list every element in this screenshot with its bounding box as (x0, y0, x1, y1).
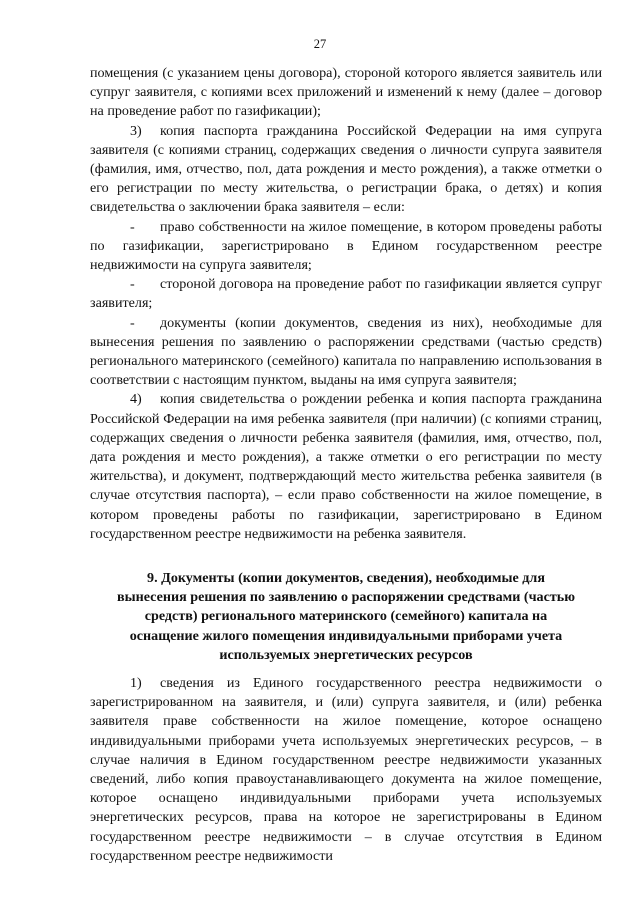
list-marker: 1) (130, 675, 142, 691)
dash-marker: - (130, 218, 135, 235)
paragraph-continuation (90, 64, 602, 122)
heading-line: средств) регионального материнского (семейного) капитала на (144, 608, 548, 625)
heading-line: оснащение жилого помещения индивидуальными приборами учета (129, 627, 563, 644)
paragraph-text: копия паспорта гражданина Российской Федерации на имя супруга заявителя (с копиями страниц, содержащих сведения о личности супруга заявителя (фамилия, имя, отчество, пол, дата рождения и место рождения), а также отметки о его регистрации по месту жительства, о регистрации брака, о детях) и копия свидетельства о заключении брака заявителя – если: (90, 122, 602, 216)
paragraph-text: сведения из Единого государственного реестра недвижимости о зарегистрированном на заявителя, и (или) супруга заявителя, и (или) ребенка заявителя праве собственности на жилое помещение, которое оснащено индивидуальными приборами учета используемых энергетических ресурсов, – в случае наличия в Едином государственном реестре недвижимости указанных сведений, либо копия правоустанавливающего документа на жилое помещение, которое оснащено индивидуальными приборами учета используемых энергетических ресурсов, права на которое не зарегистрированы в Едином государственном реестре недвижимости – в случае отсутствия в Едином государственном реестре недвижимости (90, 675, 602, 864)
list-item-3 (90, 122, 602, 218)
dash-marker: - (130, 276, 135, 293)
heading-line: 9. Документы (копии документов, сведения), необходимые для (147, 570, 545, 586)
list-marker: 3) (130, 122, 142, 139)
dash-item-1 (90, 218, 602, 276)
section-9-heading (90, 569, 602, 665)
paragraph-text: документы (копии документов, сведения из них), необходимые для вынесения решения по заявлению о распоряжении средствами (частью средств) регионального материнского (семейного) капитала по направлению использования в соответствии с настоящим пунктом, выданы на имя супруга заявителя; (90, 314, 602, 389)
dash-item-2 (90, 275, 602, 313)
heading-line: используемых энергетических ресурсов (219, 646, 473, 663)
list-item-1 (90, 674, 602, 866)
paragraph-text: помещения (с указанием цены договора), стороной которого является заявитель или супруг заявителя, с копиями всех приложений и изменений к нему (далее – договор на проведение работ по газификации); (90, 65, 602, 120)
paragraph-text: стороной договора на проведение работ по газификации является супруг заявителя; (90, 276, 602, 312)
list-marker: 4) (130, 391, 142, 408)
dash-marker: - (130, 314, 135, 331)
paragraph-text: право собственности на жилое помещение, в котором проведены работы по газификации, зарегистрировано в Едином государственном реестре недвижимости на супруга заявителя; (90, 218, 602, 274)
page-number: 27 (313, 37, 327, 51)
list-item-4 (90, 390, 602, 544)
heading-line: вынесения решения по заявлению о распоряжении средствами (частью (117, 589, 575, 606)
paragraph-text: копия свидетельства о рождении ребенка и копия паспорта гражданина Российской Федерации на имя ребенка заявителя (при наличии) (с копиями страниц, содержащих сведения о личности ребенка заявителя (фамилия, имя, отчество, пол, дата рождения и место рождения), а также отметки о его регистрации по месту жительства), и документ, подтверждающий место жительства ребенка заявителя (в случае отсутствия паспорта), – если право собственности на жилое помещение, в котором проведены работы по газификации, зарегистрировано в Едином государственном реестре недвижимости на ребенка заявителя. (90, 391, 602, 542)
dash-item-3 (90, 314, 602, 391)
section-8-continuation (90, 64, 602, 544)
section-9-body (90, 674, 602, 866)
